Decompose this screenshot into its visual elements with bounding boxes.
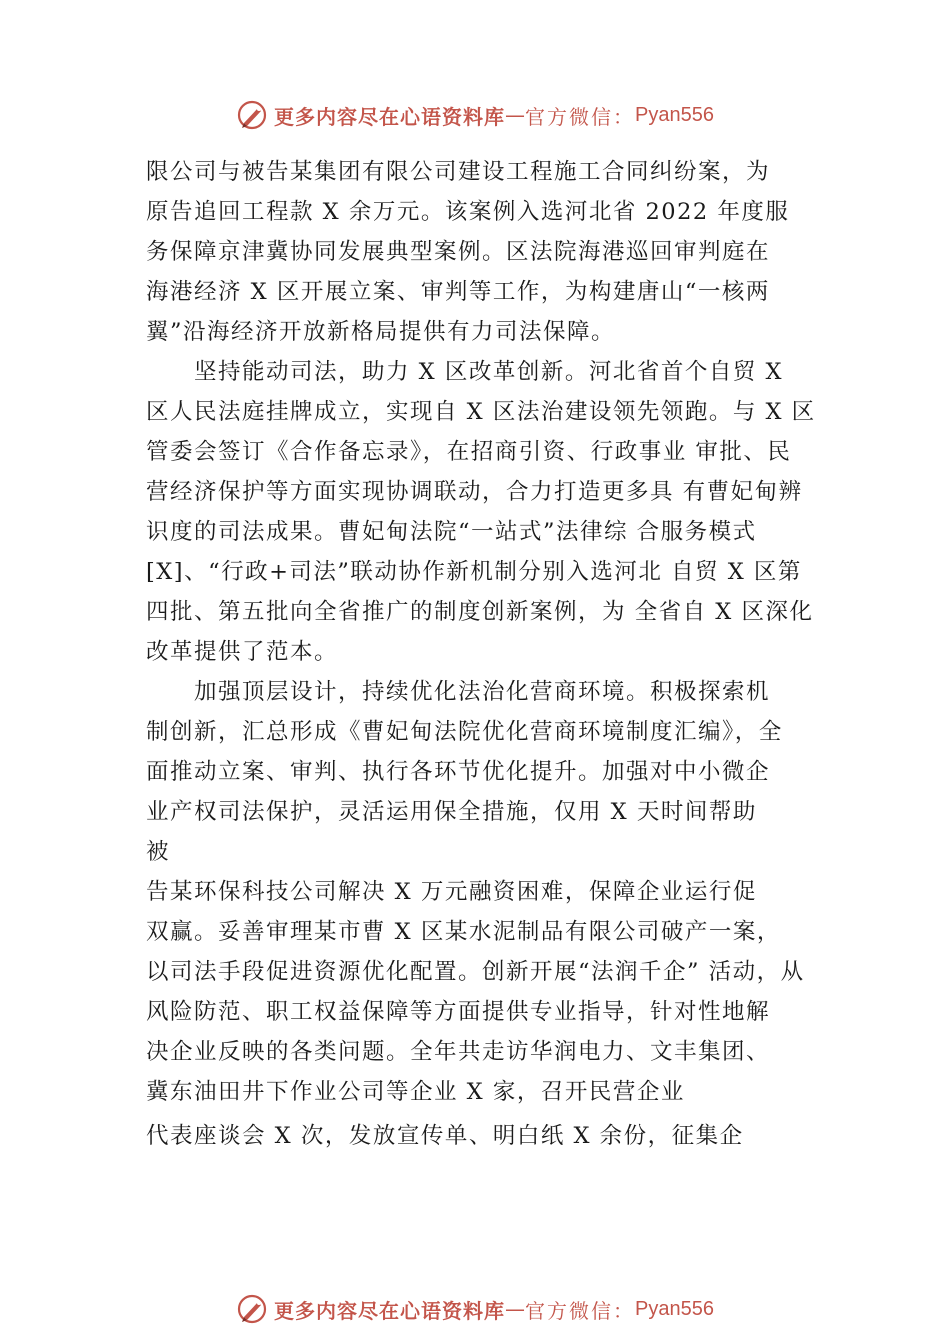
text-line: 翼”沿海经济开放新格局提供有力司法保障。 [146, 319, 616, 345]
text-line: 双赢。妥善审理某市曹 X 区某水泥制品有限公司破产一案， [146, 919, 781, 945]
text-line: 务保障京津冀协同发展典型案例。区法院海港巡回审判庭在 [146, 239, 771, 265]
text-line: 限公司与被告某集团有限公司建设工程施工合同纠纷案，为 [146, 159, 771, 185]
text-line: 冀东油田井下作业公司等企业 X 家，召开民营企业 [146, 1079, 685, 1105]
seal-pen-logo-icon [236, 1293, 268, 1325]
text-line: 原告追回工程款 X 余万元。该案例入选河北省 2022 年度服 [146, 199, 790, 225]
watermark-wechat-id: Pyan556 [635, 1297, 714, 1320]
watermark-official-label: 官方微信： [525, 104, 636, 129]
footer-watermark [0, 1289, 950, 1329]
text-line: 加强顶层设计，持续优化法治化营商环境。积极探索机 [194, 679, 771, 705]
text-line: 海港经济 X 区开展立案、审判等工作，为构建唐山“一核两 [146, 279, 770, 305]
text-line: 区人民法庭挂牌成立，实现自 X 区法治建设领先领跑。与 X 区 [146, 399, 816, 425]
text-line: [X]、“行政+司法”联动协作新机制分别入选河北 自贸 X 区第 [146, 559, 802, 585]
text-line: 告某环保科技公司解决 X 万元融资困难，保障企业运行促 [146, 879, 757, 905]
document-body [146, 152, 836, 1156]
text-line: 风险防范、职工权益保障等方面提供专业指导，针对性地解 [146, 999, 771, 1025]
watermark-official-label: 官方微信： [525, 1298, 636, 1323]
watermark-separator: — [505, 103, 526, 127]
text-line: 决企业反映的各类问题。全年共走访华润电力、文丰集团、 [146, 1039, 771, 1065]
text-line: 四批、第五批向全省推广的制度创新案例，为 全省自 X 区深化 [146, 599, 814, 625]
text-line: 制创新，汇总形成《曹妃甸法院优化营商环境制度汇编》，全 [146, 719, 783, 745]
watermark-brand: 更多内容尽在心语资料库 [274, 104, 506, 129]
header-watermark [0, 95, 950, 135]
watermark-separator: — [505, 1297, 526, 1321]
text-line: 代表座谈会 X 次，发放宣传单、明白纸 X 余份，征集企 [146, 1123, 744, 1149]
text-line: 改革提供了范本。 [146, 639, 339, 665]
text-line: 以司法手段促进资源优化配置。创新开展“法润千企” 活动，从 [146, 959, 805, 985]
text-line: 管委会签订《合作备忘录》，在招商引资、行政事业 审批、民 [146, 439, 792, 465]
text-line: 识度的司法成果。曹妃甸法院“一站式”法律综 合服务模式 [146, 519, 757, 545]
seal-pen-logo-icon [236, 99, 268, 131]
text-line: 被 [146, 839, 171, 865]
text-line: 营经济保护等方面实现协调联动，合力打造更多具 有曹妃甸辨 [146, 479, 803, 505]
text-line: 面推动立案、审判、执行各环节优化提升。加强对中小微企 [146, 759, 771, 785]
text-line: 坚持能动司法，助力 X 区改革创新。河北省首个自贸 X [194, 359, 783, 385]
watermark-brand: 更多内容尽在心语资料库 [274, 1298, 506, 1323]
text-line: 业产权司法保护，灵活运用保全措施，仅用 X 天时间帮助 [146, 799, 757, 825]
watermark-wechat-id: Pyan556 [635, 103, 714, 126]
